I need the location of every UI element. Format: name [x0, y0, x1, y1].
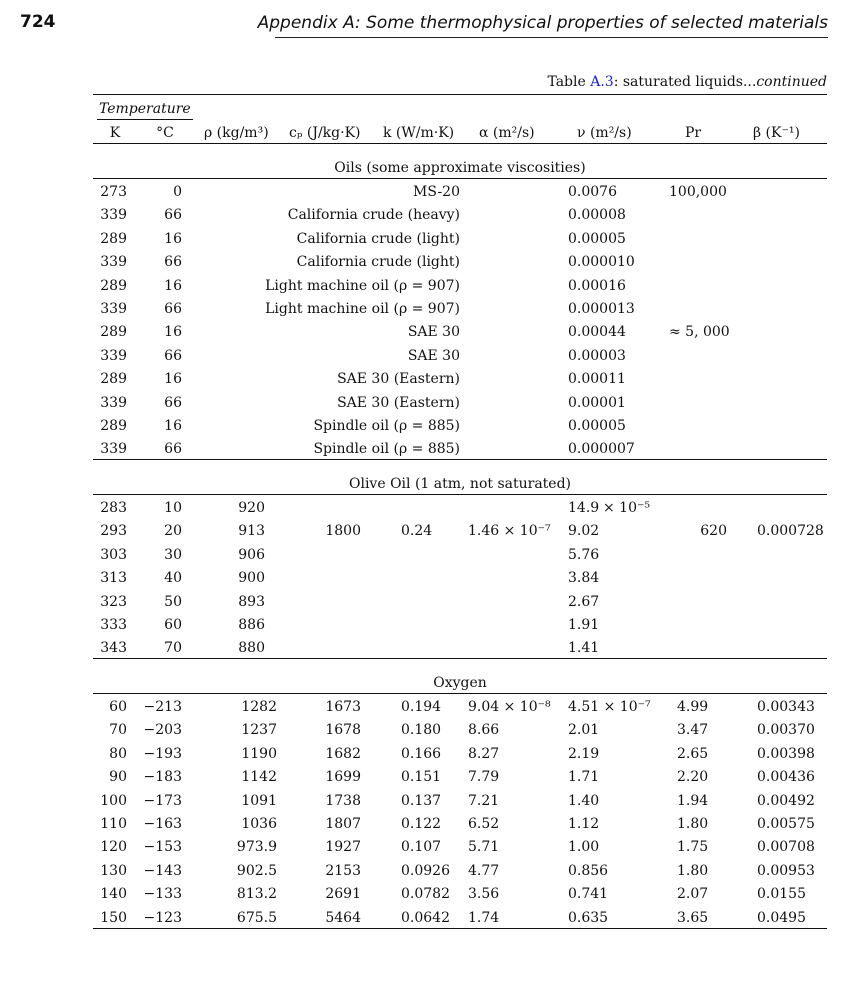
oil-name: Light machine oil (ρ = 907) [265, 301, 460, 317]
oil-name: California crude (light) [296, 254, 460, 271]
oil-temp-c: 16 [164, 230, 182, 247]
oxygen-temp-c: −193 [143, 745, 182, 762]
oil-name: California crude (light) [296, 230, 460, 247]
oil-nu: 0.00003 [568, 347, 626, 364]
olive-rho: 893 [238, 593, 265, 610]
oxygen-beta: 0.0155 [757, 886, 806, 903]
oxygen-temp-k: 100 [100, 792, 127, 809]
olive-temp-k: 343 [100, 640, 127, 657]
oil-temp-k: 339 [100, 394, 127, 411]
oil-temp-k: 289 [100, 324, 127, 341]
olive-temp-c: 50 [164, 593, 182, 610]
oxygen-rho: 1282 [241, 699, 277, 715]
table-ref-link[interactable]: A.3 [590, 74, 614, 90]
caption-prefix: Table [547, 74, 591, 90]
oil-name: Light machine oil (ρ = 907) [265, 277, 460, 294]
oil-temp-k: 289 [100, 230, 127, 247]
oil-temp-k: 289 [100, 371, 127, 388]
header-k: K [109, 125, 121, 141]
oil-temp-k: 289 [100, 277, 127, 294]
oxygen-alpha: 3.56 [468, 886, 500, 903]
olive-nu: 9.02 [568, 523, 600, 540]
oil-temp-c: 66 [164, 441, 182, 458]
oil-nu: 0.00005 [568, 418, 626, 434]
oxygen-k: 0.151 [401, 769, 442, 786]
oxygen-k: 0.0782 [401, 886, 450, 903]
oxygen-rho: 1190 [241, 745, 277, 762]
oxygen-pr: 1.75 [677, 839, 709, 856]
oxygen-nu: 1.71 [568, 769, 600, 786]
oxygen-nu: 0.635 [568, 909, 609, 926]
oil-name: MS-20 [413, 184, 460, 200]
oil-temp-k: 339 [100, 207, 127, 224]
olive-temp-k: 323 [100, 593, 127, 610]
olive-temp-k: 283 [100, 500, 127, 516]
olive-rho: 920 [238, 500, 265, 516]
oxygen-temp-c: −173 [143, 792, 182, 809]
oils-bottom-rule [93, 459, 827, 460]
oxygen-nu: 2.01 [568, 722, 600, 739]
oil-temp-c: 66 [164, 394, 182, 411]
olive-temp-c: 10 [164, 500, 182, 516]
oil-temp-c: 16 [164, 277, 182, 294]
oil-name: SAE 30 (Eastern) [337, 394, 460, 411]
oxygen-alpha: 1.74 [468, 909, 500, 926]
oil-temp-c: 0 [173, 184, 182, 200]
oil-temp-c: 16 [164, 418, 182, 434]
oxygen-cp: 1927 [325, 839, 361, 856]
oxygen-cp: 1678 [325, 722, 361, 739]
oil-temp-c: 66 [164, 254, 182, 271]
olive-title-rule [93, 494, 827, 495]
oil-temp-c: 16 [164, 371, 182, 388]
olive-temp-c: 60 [164, 617, 182, 633]
table-caption [547, 74, 827, 90]
olive-temp-k: 333 [100, 617, 127, 633]
header-rule [275, 37, 828, 38]
olive-nu: 1.41 [568, 640, 600, 657]
oxygen-temp-k: 110 [100, 816, 127, 832]
oil-name: California crude (heavy) [287, 207, 460, 224]
header-alpha: α (m²/s) [479, 125, 535, 141]
oxygen-temp-c: −133 [143, 886, 182, 903]
olive-pr: 620 [700, 523, 727, 540]
olive-nu: 2.67 [568, 593, 600, 610]
oxygen-k: 0.0926 [401, 862, 450, 879]
oxygen-beta: 0.00575 [757, 816, 815, 832]
oxygen-nu: 4.51 × 10⁻⁷ [568, 699, 651, 715]
oxygen-temp-k: 90 [109, 769, 127, 786]
oxygen-pr: 1.94 [677, 792, 709, 809]
oxygen-cp: 1738 [325, 792, 361, 809]
oxygen-rho: 1237 [241, 722, 277, 739]
oxygen-rho: 902.5 [236, 862, 277, 879]
header-c: °C [156, 125, 174, 141]
oxygen-k: 0.137 [401, 792, 442, 809]
oxygen-nu: 2.19 [568, 745, 600, 762]
oxygen-temp-k: 120 [100, 839, 127, 856]
header-k-cond: k (W/m·K) [383, 125, 455, 141]
oxygen-cp: 1807 [325, 816, 361, 832]
oxygen-alpha: 7.21 [468, 792, 500, 809]
oxygen-cp: 5464 [325, 909, 361, 926]
oil-nu: 0.00011 [568, 371, 626, 388]
oxygen-beta: 0.00370 [757, 722, 815, 739]
oil-nu: 0.000010 [568, 254, 635, 271]
olive-rho: 886 [238, 617, 265, 633]
oxygen-beta: 0.00708 [757, 839, 815, 856]
oxygen-alpha: 7.79 [468, 769, 500, 786]
header-rho: ρ (kg/m³) [204, 125, 269, 141]
oxygen-temp-k: 130 [100, 862, 127, 879]
oil-temp-c: 66 [164, 207, 182, 224]
oxygen-rho: 1036 [241, 816, 277, 832]
oxygen-beta: 0.00343 [757, 699, 815, 715]
olive-temp-k: 313 [100, 570, 127, 587]
oxygen-temp-c: −203 [143, 722, 182, 739]
table-top-rule [93, 94, 827, 95]
oxygen-nu: 0.741 [568, 886, 609, 903]
oxygen-cp: 1682 [325, 745, 361, 762]
oil-temp-k: 273 [100, 184, 127, 200]
oil-temp-c: 16 [164, 324, 182, 341]
oxygen-pr: 4.99 [677, 699, 709, 715]
oxygen-temp-c: −183 [143, 769, 182, 786]
oxygen-alpha: 8.66 [468, 722, 500, 739]
olive-temp-k: 303 [100, 546, 127, 563]
oil-temp-k: 339 [100, 254, 127, 271]
temperature-group-header: Temperature [99, 101, 191, 117]
oil-nu: 0.000013 [568, 301, 635, 317]
oil-name: Spindle oil (ρ = 885) [313, 418, 460, 434]
oxygen-temp-k: 140 [100, 886, 127, 903]
oxygen-cp: 2153 [325, 862, 361, 879]
running-head: Appendix A: Some thermophysical properties of selected materials [257, 13, 828, 33]
olive-beta: 0.000728 [757, 523, 824, 540]
oil-nu: 0.000007 [568, 441, 635, 458]
olive-rho: 900 [238, 570, 265, 587]
oxygen-nu: 0.856 [568, 862, 609, 879]
oxygen-rho: 1142 [241, 769, 277, 786]
olive-temp-c: 40 [164, 570, 182, 587]
oxygen-temp-k: 60 [109, 699, 127, 715]
olive-nu: 14.9 [568, 500, 600, 516]
header-pr: Pr [684, 125, 702, 141]
section-title-olive-oil: Olive Oil (1 atm, not saturated) [349, 476, 571, 492]
oxygen-k: 0.194 [401, 699, 442, 715]
oxygen-rho: 675.5 [236, 909, 277, 926]
oxygen-beta: 0.00398 [757, 745, 815, 762]
caption-text: : saturated liquids... [613, 74, 757, 90]
oxygen-pr: 2.20 [677, 769, 709, 786]
caption-continued: continued [756, 74, 827, 90]
oil-nu: 0.00016 [568, 277, 626, 294]
oxygen-nu: 1.00 [568, 839, 600, 856]
oxygen-beta: 0.00436 [757, 769, 815, 786]
table-bottom-rule [93, 928, 827, 929]
olive-nu: 1.91 [568, 617, 600, 633]
oxygen-cp: 2691 [325, 886, 361, 903]
oxygen-alpha: 8.27 [468, 745, 500, 762]
oil-pr: ≈ 5, 000 [669, 324, 730, 341]
oil-temp-c: 66 [164, 347, 182, 364]
oxygen-temp-c: −213 [143, 699, 182, 715]
oxygen-temp-c: −153 [143, 839, 182, 856]
oxygen-cp: 1699 [325, 769, 361, 786]
oil-pr: 100,000 [669, 184, 727, 200]
oxygen-alpha: 4.77 [468, 862, 500, 879]
oxygen-alpha: 9.04 × 10⁻⁸ [468, 699, 551, 715]
oil-temp-k: 339 [100, 347, 127, 364]
oxygen-pr: 1.80 [677, 862, 709, 879]
oil-nu: 0.00044 [568, 324, 626, 341]
oxygen-alpha: 5.71 [468, 839, 500, 856]
olive-rho: 913 [238, 523, 265, 540]
header-nu: ν (m²/s) [577, 125, 632, 141]
oxygen-temp-c: −143 [143, 862, 182, 879]
oxygen-nu: 1.12 [568, 816, 600, 832]
section-title-oils: Oils (some approximate viscosities) [334, 160, 586, 176]
oxygen-nu: 1.40 [568, 792, 600, 809]
oxygen-beta: 0.0495 [757, 909, 806, 926]
oil-name: SAE 30 [407, 324, 460, 341]
oxygen-pr: 3.47 [677, 722, 709, 739]
oxygen-pr: 2.65 [677, 745, 709, 762]
oil-nu: 0.0076 [568, 184, 617, 200]
oxygen-cp: 1673 [325, 699, 361, 715]
oil-name: SAE 30 [407, 347, 460, 364]
oxygen-pr: 1.80 [677, 816, 709, 832]
oil-name: Spindle oil (ρ = 885) [313, 441, 460, 458]
oxygen-temp-k: 80 [109, 745, 127, 762]
oxygen-title-rule [93, 693, 827, 694]
olive-temp-c: 70 [164, 640, 182, 657]
olive-temp-k: 293 [100, 523, 127, 540]
oxygen-pr: 3.65 [677, 909, 709, 926]
oxygen-temp-k: 70 [109, 722, 127, 739]
olive-rho: 880 [238, 640, 265, 657]
oils-title-rule [93, 178, 827, 179]
olive-rho: 906 [238, 546, 265, 563]
olive-nu: 5.76 [568, 546, 600, 563]
section-title-oxygen: Oxygen [433, 675, 487, 691]
olive-temp-c: 20 [164, 523, 182, 540]
oxygen-temp-c: −123 [143, 909, 182, 926]
oxygen-k: 0.107 [401, 839, 442, 856]
olive-alpha: 1.46 × 10⁻⁷ [468, 523, 551, 540]
oil-temp-k: 289 [100, 418, 127, 434]
oxygen-k: 0.122 [401, 816, 442, 832]
oil-temp-k: 339 [100, 441, 127, 458]
oil-temp-c: 66 [164, 301, 182, 317]
oxygen-temp-k: 150 [100, 909, 127, 926]
oxygen-beta: 0.00492 [757, 792, 815, 809]
oil-temp-k: 339 [100, 301, 127, 317]
oil-name: SAE 30 (Eastern) [337, 371, 460, 388]
oil-nu: 0.00001 [568, 394, 626, 411]
header-cp: cₚ (J/kg·K) [289, 125, 361, 141]
oil-nu: 0.00008 [568, 207, 626, 224]
oxygen-rho: 1091 [241, 792, 277, 809]
oil-nu: 0.00005 [568, 230, 626, 247]
oxygen-pr: 2.07 [677, 886, 709, 903]
temperature-group-rule [97, 119, 193, 120]
oxygen-rho: 973.9 [236, 839, 277, 856]
olive-nu-scale: × 10⁻⁵ [603, 500, 650, 516]
oxygen-temp-c: −163 [143, 816, 182, 832]
olive-temp-c: 30 [164, 546, 182, 563]
header-bottom-rule [93, 143, 827, 144]
page-number: 724 [20, 12, 56, 32]
oxygen-k: 0.0642 [401, 909, 450, 926]
oxygen-alpha: 6.52 [468, 816, 500, 832]
header-beta: β (K⁻¹) [753, 125, 800, 141]
oxygen-rho: 813.2 [236, 886, 277, 903]
oxygen-beta: 0.00953 [757, 862, 815, 879]
olive-k: 0.24 [401, 523, 433, 540]
olive-bottom-rule [93, 658, 827, 659]
oxygen-k: 0.166 [401, 745, 442, 762]
olive-cp: 1800 [325, 523, 361, 540]
olive-nu: 3.84 [568, 570, 600, 587]
oxygen-k: 0.180 [401, 722, 442, 739]
